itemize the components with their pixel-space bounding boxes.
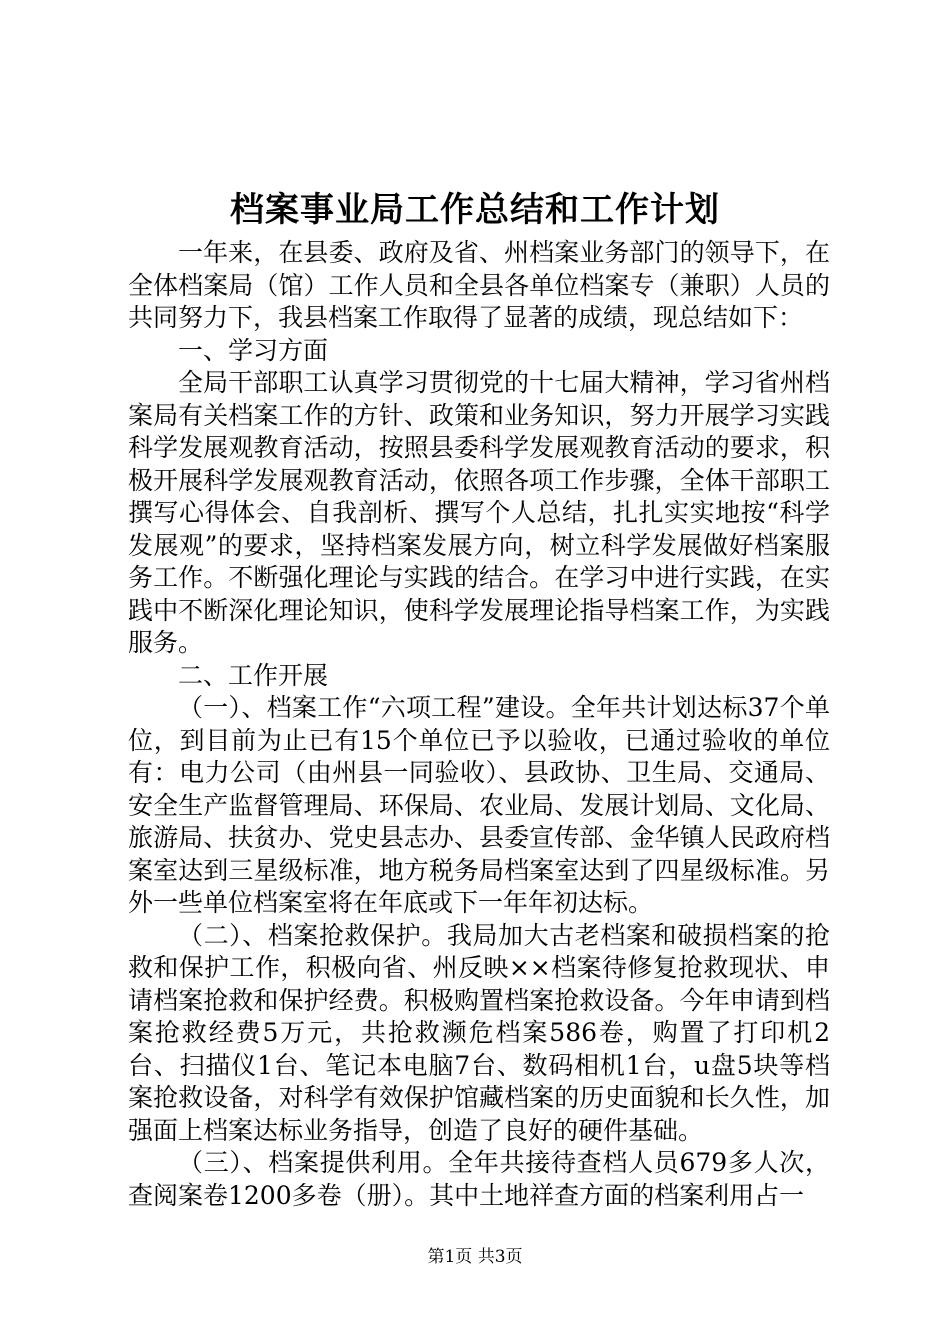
work-item-3-paragraph: （三）、档案提供利用。全年共接待查档人员679多人次，查阅案卷1200多卷（册）。其中土地祥查方面的档案利用占一: [128, 1148, 830, 1210]
section-heading-study: 一、学习方面: [178, 335, 329, 365]
document-title: 档案事业局工作总结和工作计划: [230, 190, 720, 230]
intro-paragraph: 一年来，在县委、政府及省、州档案业务部门的领导下，在全体档案局（馆）工作人员和全县各单位档案专（兼职）人员的共同努力下，我县档案工作取得了显著的成绩，现总结如下：: [128, 238, 830, 332]
section-heading-work: 二、工作开展: [178, 660, 329, 690]
work-item-1-paragraph: （一）、档案工作“六项工程”建设。全年共计划达标37个单位，到目前为止已有15个单位已予以验收，已通过验收的单位有：电力公司（由州县一同验收）、县政协、卫生局、交通局、安全生产监督管理局、环保局、农业局、发展计划局、文化局、旅游局、扶贫办、党史县志办、县委宣传部、金华镇人民政府档案室达到三星级标准，地方税务局档案室达到了四星级标准。另外一些单位档案室将在年底或下一年年初达标。: [128, 693, 830, 917]
document-body: [128, 237, 830, 1212]
work-item-2-paragraph: （二）、档案抢救保护。我局加大古老档案和破损档案的抢救和保护工作，积极向省、州反映××档案待修复抢救现状、申请档案抢救和保护经费。积极购置档案抢救设备。今年申请到档案抢救经费5万元，共抢救濒危档案586卷，购置了打印机2台、扫描仪1台、笔记本电脑7台、数码相机1台，u盘5块等档案抢救设备，对科学有效保护馆藏档案的历史面貌和长久性，加强面上档案达标业务指导，创造了良好的硬件基础。: [128, 920, 830, 1145]
study-paragraph: 全局干部职工认真学习贯彻党的十七届大精神，学习省州档案局有关档案工作的方针、政策和业务知识，努力开展学习实践科学发展观教育活动，按照县委科学发展观教育活动的要求，积极开展科学发展观教育活动，依照各项工作步骤，全体干部职工撰写心得体会、自我剖析、撰写个人总结，扎扎实实地按“科学发展观”的要求，坚持档案发展方向，树立科学发展做好档案服务工作。不断强化理论与实践的结合。在学习中进行实践，在实践中不断深化理论知识，使科学发展理论指导档案工作，为实践服务。: [128, 368, 830, 657]
page-footer: 第1页 共3页: [427, 1247, 523, 1267]
